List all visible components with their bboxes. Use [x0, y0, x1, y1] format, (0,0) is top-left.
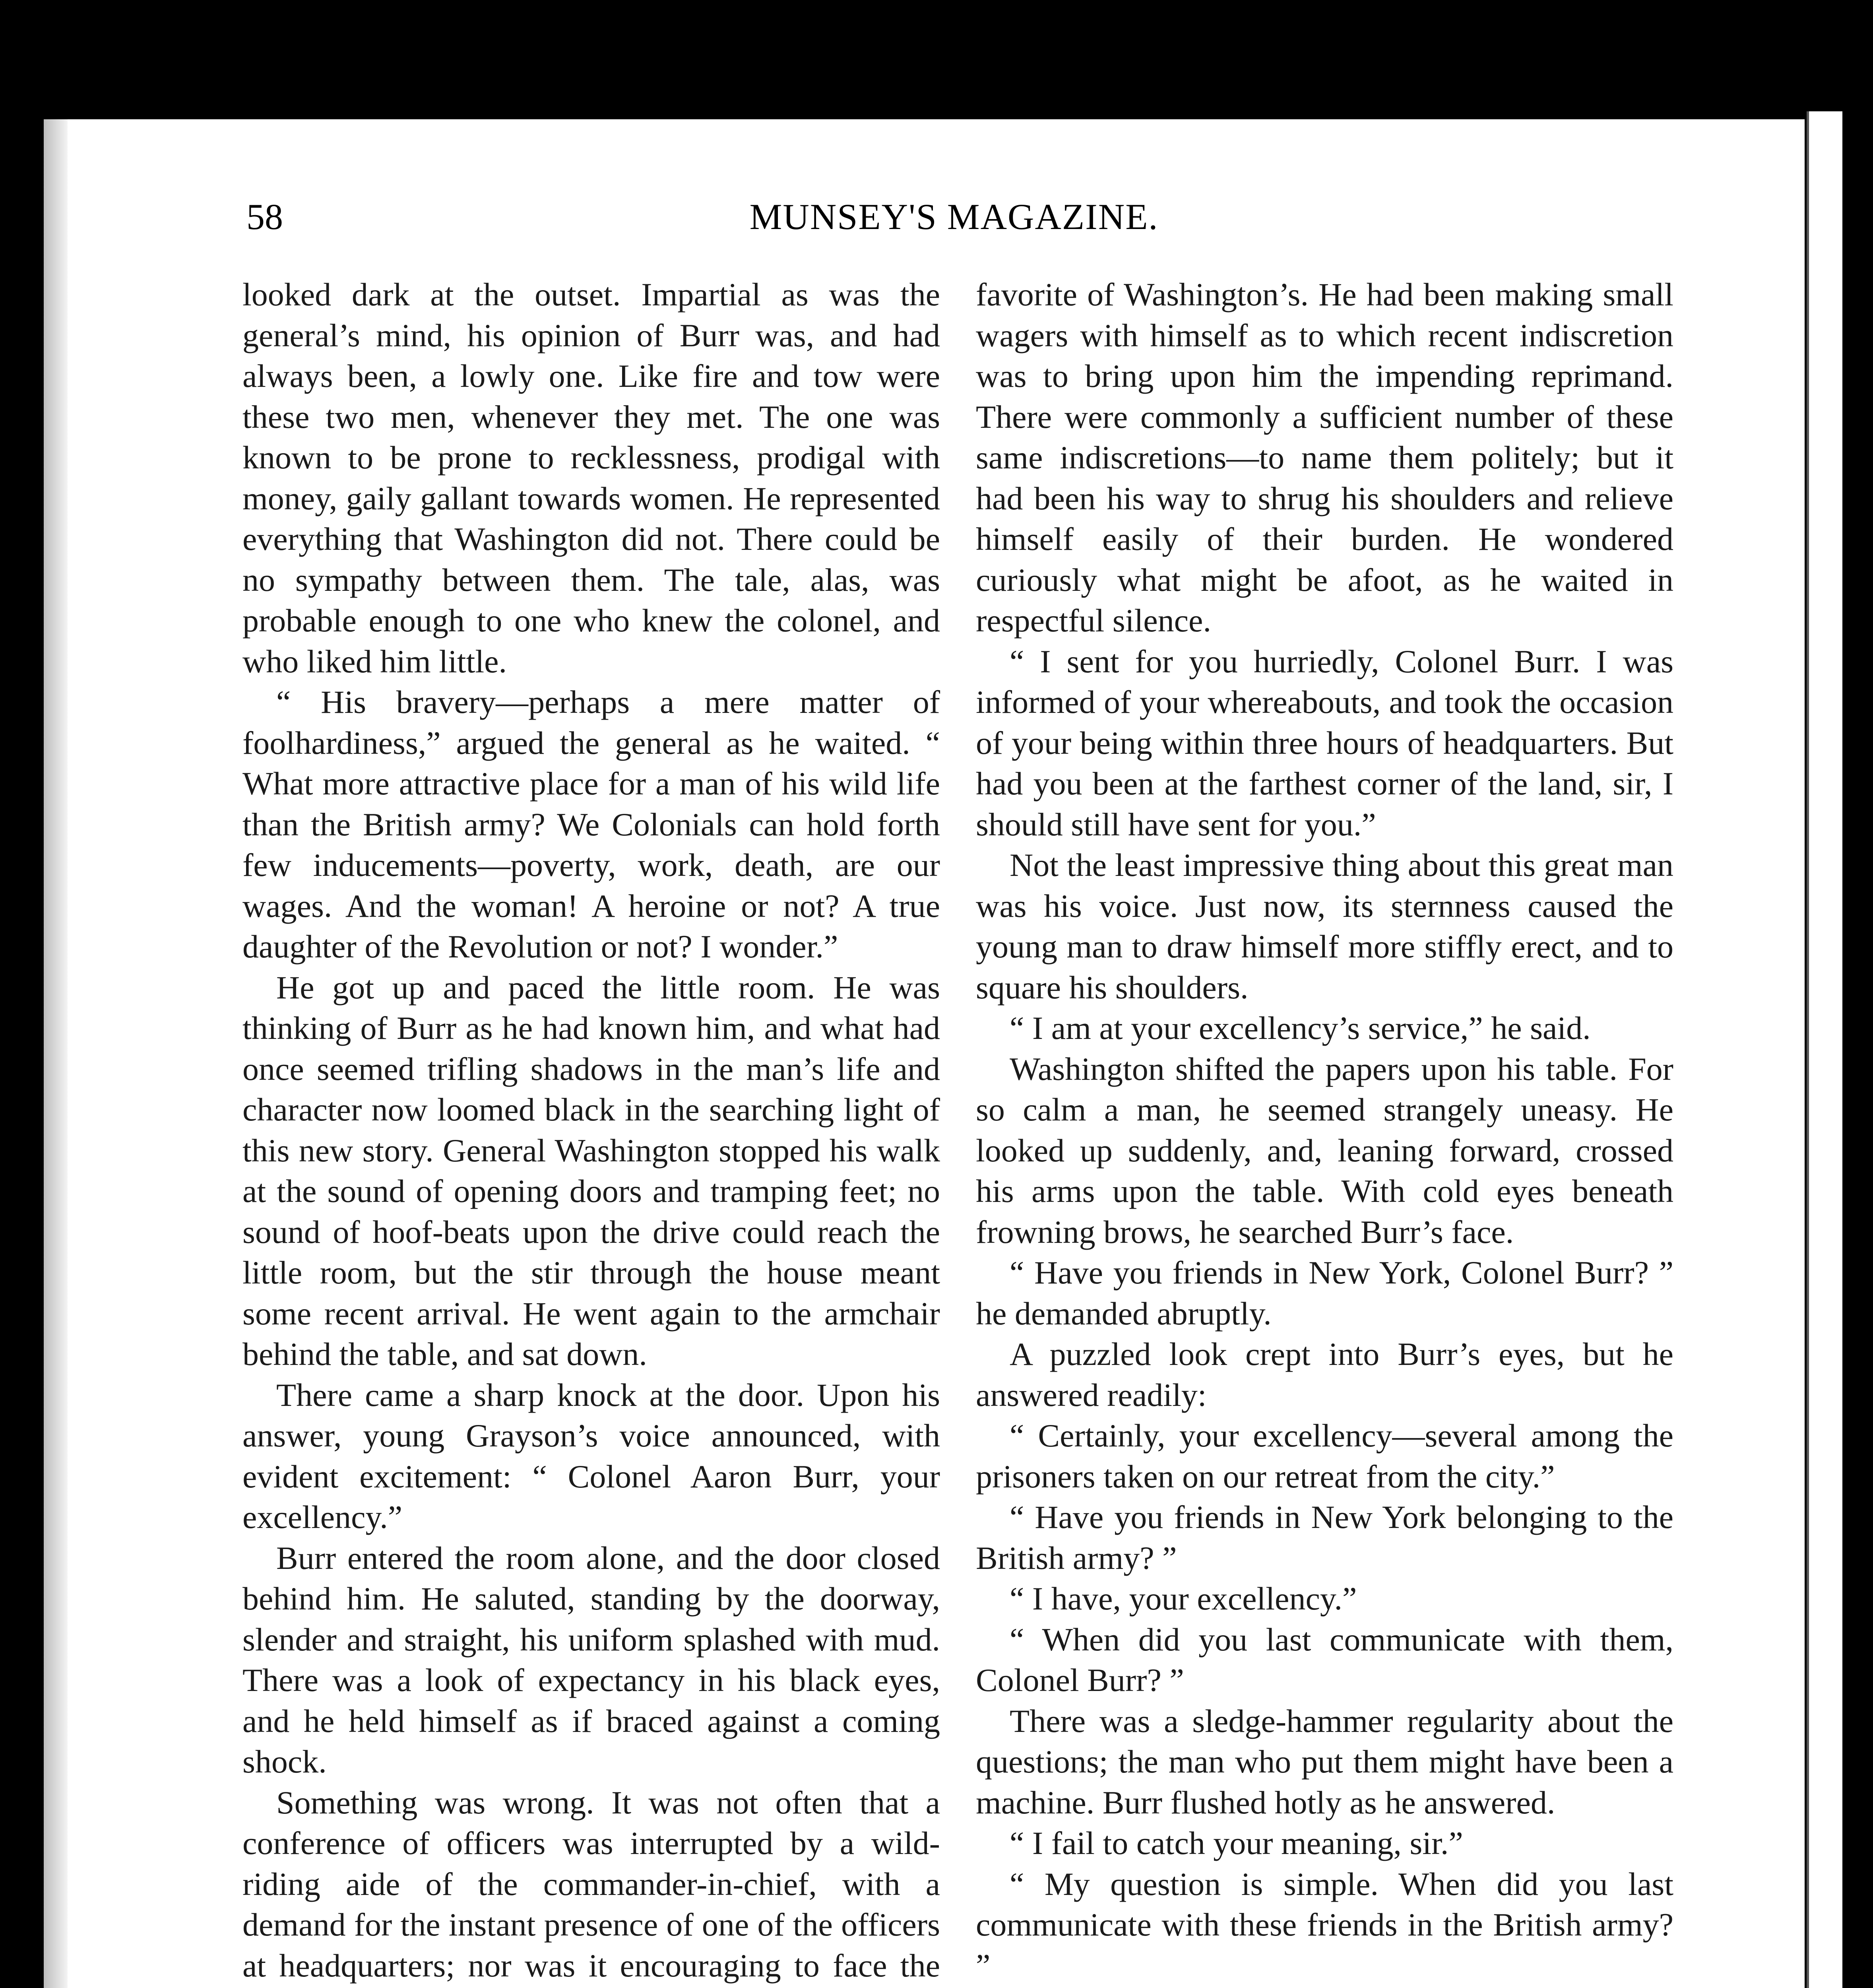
paragraph: Washington shifted the papers upon his table. For so calm a man, he seemed strangely uneasy. He looked up suddenly, and, leaning forward, crossed his arms upon the table. With cold eyes beneath frowning brows, he searched Burr’s face.	[976, 1050, 1673, 1250]
paragraph: “ I have, your excellency.”	[1010, 1580, 1357, 1617]
paragraph: “ Certainly, your excellency—several among the prisoners taken on our retreat from the city.”	[976, 1417, 1673, 1495]
magazine-title: MUNSEY'S MAGAZINE.	[749, 196, 1159, 237]
paragraph: “ His bravery—perhaps a mere matter of foolhardiness,” argued the general as he waited. “ What more attractive place for a man of his wild life than the British army? We Colonials can hold forth few inducements—poverty, work, death, are our wages. And the woman! A heroine or not? A true daughter of the Revolution or not? I wonder.”	[242, 684, 940, 965]
paragraph: “ Have you friends in New York, Colonel Burr? ” he demanded abruptly.	[976, 1254, 1673, 1332]
paragraph: “ I fail to catch your meaning, sir.”	[1010, 1825, 1463, 1861]
paragraph: looked dark at the outset. Impartial as was the general’s mind, his opinion of Burr was, and had always been, a lowly one. Like fire and tow were these two men, whenever they met. The one was known to be prone to recklessness, prodigal with money, gaily gallant towards women. He represented everything that Washington did not. There could be no sympathy between them. The tale, alas, was probable enough to one who knew the colonel, and who liked him little.	[242, 276, 940, 679]
paragraph: He got up and paced the little room. He was thinking of Burr as he had known him, and what had once seemed trifling shadows in the man’s life and character now loomed black in the searching light of this new story. General Washington stopped his walk at the sound of opening doors and tramping feet; no sound of hoof-beats upon the drive could reach the little room, but the stir through the house meant some recent arrival. He went again to the armchair behind the table, and sat down.	[242, 969, 940, 1372]
magazine-page	[44, 119, 1805, 1988]
paragraph: There was a sledge-hammer regularity about the questions; the man who put them might have been a machine. Burr flushed hotly as he answered.	[976, 1703, 1673, 1821]
paragraph	[976, 1986, 1673, 1988]
paragraph: favorite of Washington’s. He had been making small wagers with himself as to which recent indiscretion was to bring upon him the impending reprimand. There were commonly a sufficient number of these same indiscretions—to name them politely; but it had been his way to shrug his shoulders and relieve himself easily of their burden. He wondered curiously what might be afoot, as he waited in respectful silence.	[976, 276, 1673, 639]
paragraph: There came a sharp knock at the door. Upon his answer, young Grayson’s voice announced, with evident excitement: “ Colonel Aaron Burr, your excellency.”	[242, 1376, 940, 1535]
paragraph: Something was wrong. It was not often that a conference of officers was interrupted by a wild-riding aide of the commander-in-chief, with a demand for the instant presence of one of the officers at headquarters; nor was it encouraging to face the	[242, 1784, 940, 1984]
paragraph: “ I am at your excellency’s service,” he said.	[1010, 1010, 1591, 1046]
text-column-right	[976, 274, 1673, 1988]
paragraph: “ My question is simple. When did you last communicate with these friends in the British army? ”	[976, 1866, 1673, 1984]
paragraph: “ Have you friends in New York belonging to the British army? ”	[976, 1499, 1673, 1576]
page-binding-shadow	[44, 119, 68, 1988]
next-page-edge	[1807, 111, 1842, 1988]
paragraph: Not the least impressive thing about this great man was his voice. Just now, its sternness caused the young man to draw himself more stiffly erect, and to square his shoulders.	[976, 847, 1673, 1006]
paragraph: “ When did you last communicate with them, Colonel Burr? ”	[976, 1621, 1673, 1698]
text-column-left	[242, 274, 940, 1988]
page-number: 58	[246, 196, 283, 237]
paragraph: “ I sent for you hurriedly, Colonel Burr. I was informed of your whereabouts, and took the occasion of your being within three hours of headquarters. But had you been at the farthest corner of the land, sir, I should still have sent for you.”	[976, 643, 1673, 843]
paragraph: Burr entered the room alone, and the door closed behind him. He saluted, standing by the doorway, slender and straight, his uniform splashed with mud. There was a look of expectancy in his black eyes, and he held himself as if braced against a coming shock.	[242, 1540, 940, 1780]
running-head	[246, 187, 1662, 247]
paragraph: A puzzled look crept into Burr’s eyes, but he answered readily:	[976, 1336, 1673, 1413]
